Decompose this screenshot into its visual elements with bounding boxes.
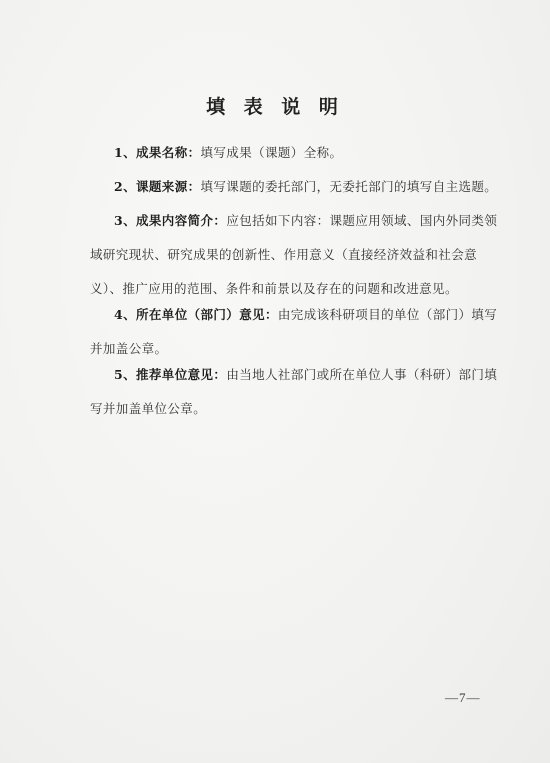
page-number: —7— — [445, 690, 481, 705]
item-5-lead: 5、推荐单位意见： — [114, 367, 227, 382]
item-2-line-1: 填写课题的委托部门，无委托部门的填写自主选题。 — [200, 179, 498, 194]
item-5-line-1: 由当地人社部门或所在单位人事（科研）部门填 — [226, 367, 498, 382]
item-4-line-1: 由完成该科研项目的单位（部门）填写 — [277, 307, 498, 322]
item-3-lead: 3、成果内容简介： — [114, 213, 227, 228]
instruction-item-1 — [90, 136, 505, 170]
item-1-lead: 1、成果名称： — [114, 145, 201, 160]
page-title: 填 表 说 明 — [206, 96, 344, 118]
item-3-line-3: 义）、推广应用的范围、条件和前景以及存在的问题和改进意见。 — [90, 281, 458, 296]
item-4-lead: 4、所在单位（部门）意见： — [114, 307, 278, 322]
instruction-item-4 — [90, 298, 505, 366]
instruction-item-5 — [90, 358, 505, 426]
item-4-line-2: 并加盖公章。 — [90, 341, 168, 356]
item-5-line-2: 写并加盖单位公章。 — [90, 401, 207, 416]
item-3-line-2: 域研究现状、研究成果的创新性、作用意义（直接经济效益和社会意 — [90, 247, 478, 262]
item-1-line-1: 填写成果（课题）全称。 — [200, 145, 343, 160]
instruction-item-2 — [90, 170, 505, 204]
item-3-line-1: 应包括如下内容：课题应用领域、国内外同类领 — [226, 213, 498, 228]
instruction-item-3 — [90, 204, 505, 306]
item-2-lead: 2、课题来源： — [114, 179, 201, 194]
